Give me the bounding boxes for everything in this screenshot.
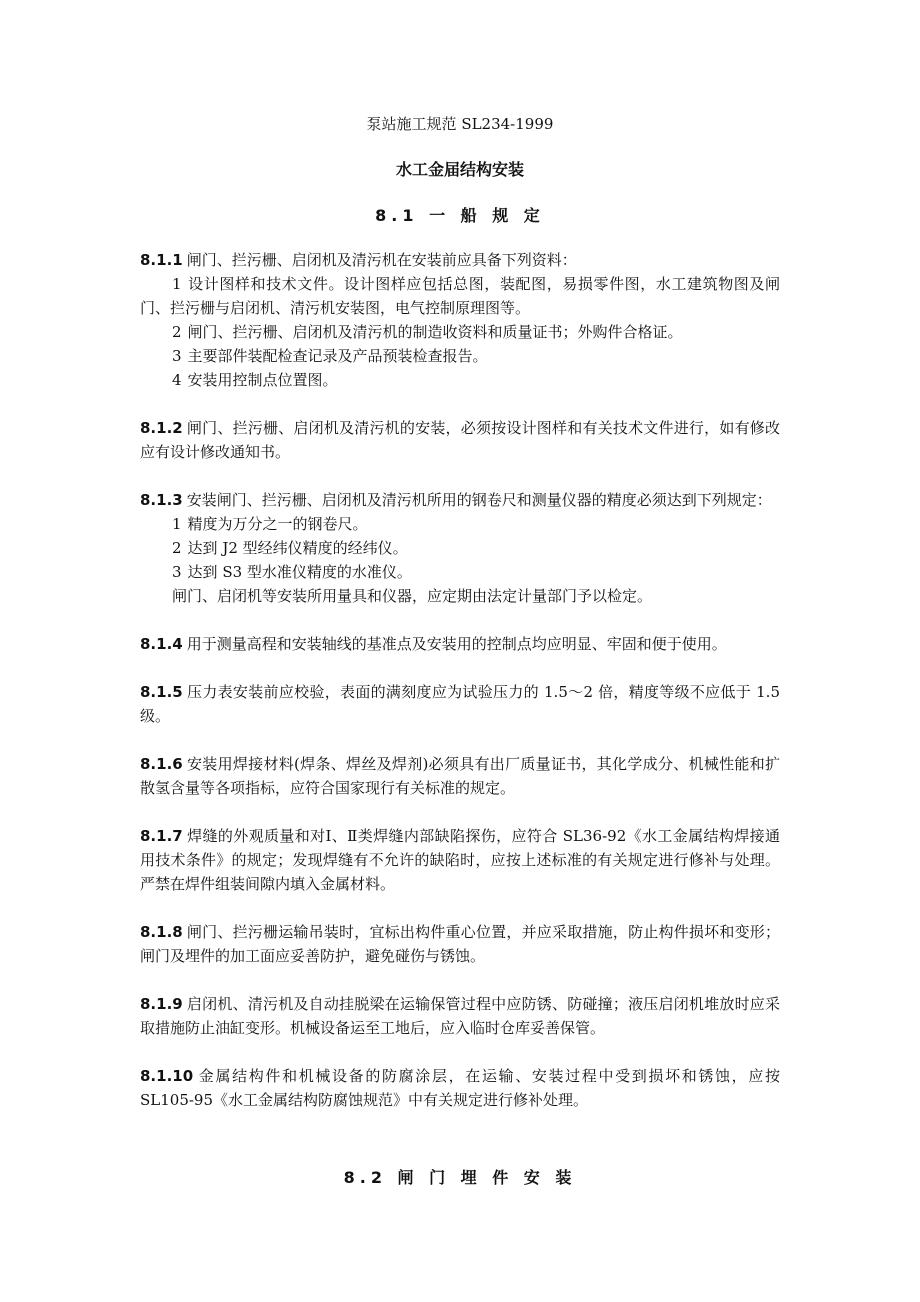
clause-number: 8.1.4 — [140, 635, 183, 653]
clause-number: 8.1.9 — [140, 995, 183, 1013]
list-item: 2 闸门、拦污栅、启闭机及清污机的制造收资料和质量证书；外购件合格证。 — [172, 323, 683, 341]
section-heading-8-1: 8.1 一 船 规 定 — [375, 206, 545, 225]
document-body — [140, 248, 780, 1136]
clause-8-1-7 — [140, 824, 780, 896]
list-item: 3 达到 S3 型水准仪精度的水准仪。 — [172, 563, 412, 581]
clause-number: 8.1.8 — [140, 923, 183, 941]
section-heading-8-2: 8.2 闸 门 埋 件 安 装 — [343, 1168, 577, 1187]
list-item: 1 精度为万分之一的钢卷尺。 — [172, 515, 368, 533]
list-item: 2 达到 J2 型经纬仪精度的经纬仪。 — [172, 539, 408, 557]
clause-number: 8.1.5 — [140, 683, 183, 701]
document-title: 水工金届结构安装 — [395, 160, 524, 179]
clause-8-1-10 — [140, 1064, 780, 1112]
clause-text: 焊缝的外观质量和对Ⅰ、Ⅱ类焊缝内部缺陷探伤，应符合 SL36-92《水工金属结构焊接通用技术条件》的规定；发现焊缝有不允许的缺陷时，应按上述标准的有关规定进行修补与处理。严禁在焊件组装间隙内填入金属材料。 — [140, 827, 780, 893]
clause-8-1-9 — [140, 992, 780, 1040]
clause-8-1-3 — [140, 488, 780, 608]
list-item: 3 主要部件装配检查记录及产品预装检查报告。 — [172, 347, 488, 365]
clause-8-1-2 — [140, 416, 780, 464]
clause-note: 闸门、启闭机等安装所用量具和仪器，应定期由法定计量部门予以检定。 — [172, 587, 653, 605]
clause-text: 启闭机、清污机及自动挂脱梁在运输保管过程中应防锈、防碰撞；液压启闭机堆放时应采取措施防止油缸变形。机械设备运至工地后，应入临时仓库妥善保管。 — [140, 995, 780, 1037]
clause-text: 压力表安装前应校验，表面的满刻度应为试验压力的 1.5～2 倍，精度等级不应低于 1.5 级。 — [140, 683, 780, 725]
clause-8-1-6 — [140, 752, 780, 800]
clause-text: 安装用焊接材料(焊条、焊丝及焊剂)必须具有出厂质量证书，其化学成分、机械性能和扩散氢含量等各项指标，应符合国家现行有关标准的规定。 — [140, 755, 780, 797]
clause-8-1-1 — [140, 248, 780, 392]
clause-number: 8.1.1 — [140, 251, 183, 269]
clause-text: 安装闸门、拦污栅、启闭机及清污机所用的钢卷尺和测量仪器的精度必须达到下列规定： — [186, 491, 772, 509]
clause-number: 8.1.2 — [140, 419, 183, 437]
list-item: 1 设计图样和技术文件。设计图样应包括总图，装配图，易损零件图，水工建筑物图及闸门、拦污栅与启闭机、清污机安装图，电气控制原理图等。 — [140, 275, 780, 317]
clause-number: 8.1.10 — [140, 1067, 194, 1085]
clause-text: 金属结构件和机械设备的防腐涂层，在运输、安装过程中受到损坏和锈蚀，应按 SL105-95《水工金属结构防腐蚀规范》中有关规定进行修补处理。 — [140, 1067, 780, 1109]
clause-number: 8.1.3 — [140, 491, 183, 509]
clause-8-1-5 — [140, 680, 780, 728]
clause-8-1-4 — [140, 632, 780, 656]
clause-number: 8.1.7 — [140, 827, 183, 845]
list-item: 4 安装用控制点位置图。 — [172, 371, 338, 389]
document-header: 泵站施工规范 SL234-1999 — [366, 115, 554, 133]
clause-text: 闸门、拦污栅、启闭机及清污机的安装，必须按设计图样和有关技术文件进行，如有修改应有设计修改通知书。 — [140, 419, 780, 461]
clause-text: 闸门、拦污栅、启闭机及清污机在安装前应具备下列资料： — [186, 251, 577, 269]
clause-text: 用于测量高程和安装轴线的基准点及安装用的控制点均应明显、牢固和便于使用。 — [186, 635, 727, 653]
clause-number: 8.1.6 — [140, 755, 183, 773]
clause-8-1-8 — [140, 920, 780, 968]
clause-text: 闸门、拦污栅运输吊装时，宜标出构件重心位置，并应采取措施，防止构件损坏和变形；闸门及埋件的加工面应妥善防护，避免碰伤与锈蚀。 — [140, 923, 780, 965]
